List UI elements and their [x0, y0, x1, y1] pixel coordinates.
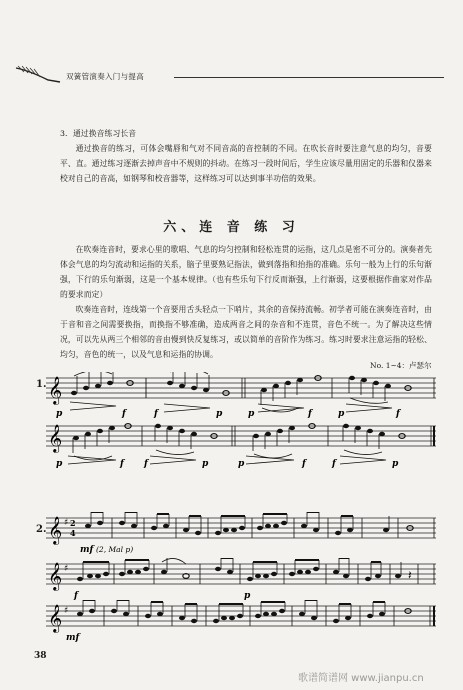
quarter-rest-icon: 𝄽 — [408, 568, 412, 582]
header-title: 双簧管演奏入门与提高 — [66, 72, 144, 81]
time-signature-bottom: 4 — [70, 528, 76, 538]
svg-text:f: f — [332, 459, 336, 468]
svg-text:p: p — [338, 409, 345, 419]
treble-clef-icon: 𝄞 — [48, 562, 63, 590]
svg-text:f: f — [302, 459, 306, 468]
svg-text:p: p — [216, 409, 223, 419]
svg-text:p: p — [238, 459, 245, 468]
svg-text:p: p — [202, 459, 209, 468]
svg-text:f: f — [144, 459, 148, 468]
example1-staff-2 — [46, 420, 436, 468]
svg-text:f: f — [120, 459, 124, 468]
example2-staff-1 — [46, 512, 436, 558]
svg-text:mf: mf — [66, 633, 80, 643]
dynamic-note: (2, Mal p) — [96, 545, 134, 554]
svg-text:p: p — [244, 591, 251, 601]
example2-staff-2 — [46, 558, 436, 602]
svg-text:f: f — [154, 409, 158, 419]
treble-clef-icon: 𝄞 — [48, 424, 63, 452]
dynamic-f: f — [122, 409, 126, 419]
sharp-icon: ♯ — [64, 564, 69, 574]
example1-number: 1. — [36, 379, 47, 390]
watermark: 歌谱简谱网 www.jianpu.cn — [298, 673, 424, 684]
sharp-icon: ♯ — [64, 518, 69, 528]
example1-staff-1 — [46, 372, 436, 420]
feather-quill-icon — [14, 64, 62, 84]
svg-text:f: f — [308, 409, 312, 419]
treble-clef-icon: 𝄞 — [48, 604, 63, 632]
section6-para1: 在吹奏连音时，要求心里的歌唱、气息的均匀控制和轻松连贯的运指，这几点是密不可分的。演奏者先体会气息的均匀流动和运指的关系，脑子里要熟记指法，做到落指和抬指的准确。乐句一般为上行的乐句渐强，下行的乐句渐弱，这是一个基本规律。（也有些乐句下行反而渐强，上行渐弱，这要根据作曲家对作品的要求而定） — [60, 245, 432, 299]
section-title: 六、连 音 练 习 — [163, 220, 300, 235]
treble-clef-icon: 𝄞 — [48, 376, 63, 404]
example2-number: 2. — [36, 524, 47, 535]
example2-staff-3 — [46, 600, 436, 644]
section3-heading: 3．通过换音练习长音 — [60, 129, 137, 138]
dynamic-mf: mf — [80, 545, 94, 555]
header-rule — [174, 77, 444, 78]
svg-text:p: p — [56, 459, 63, 468]
sharp-icon: ♯ — [64, 606, 69, 616]
svg-text:f: f — [74, 591, 78, 601]
section3-body: 通过换音的练习，可体会嘴唇和气对不同音高的音控制的不同。在吹长音时要注意气息的均匀，音要平、直。通过练习逐渐去掉声音中不规则的抖动。在练习一段时间后，学生应该尽量用固定的乐器和仪器来校对自己的音高，如钢琴和校音器等，这样练习可以达到事半功倍的效果。 — [60, 144, 432, 183]
svg-text:p: p — [248, 409, 255, 419]
svg-text:f: f — [396, 409, 400, 419]
time-signature-top: 2 — [70, 518, 76, 528]
svg-text:p: p — [392, 459, 399, 468]
section6-para2: 吹奏连音时，连线第一个音要用舌头轻点一下哨片，其余的音保持流畅。初学者可能在演奏连音时，由于音和音之间需要换指，而换指不够准确，造成两音之间的杂音和不连贯，音色不统一。为了解决这些情况，可以先从两三个相邻的音由慢到快反复练习，或以简单的音阶作为练习。练习时要求注意运指的轻松、均匀，音色的统一，以及气息和运指的协调。 — [60, 305, 432, 359]
dynamic-p: p — [56, 409, 63, 419]
exercise-reference: No. 1~4：卢瑟尔 — [370, 361, 432, 370]
page-number: 38 — [34, 651, 47, 661]
running-header — [14, 64, 434, 84]
treble-clef-icon: 𝄞 — [48, 516, 63, 544]
